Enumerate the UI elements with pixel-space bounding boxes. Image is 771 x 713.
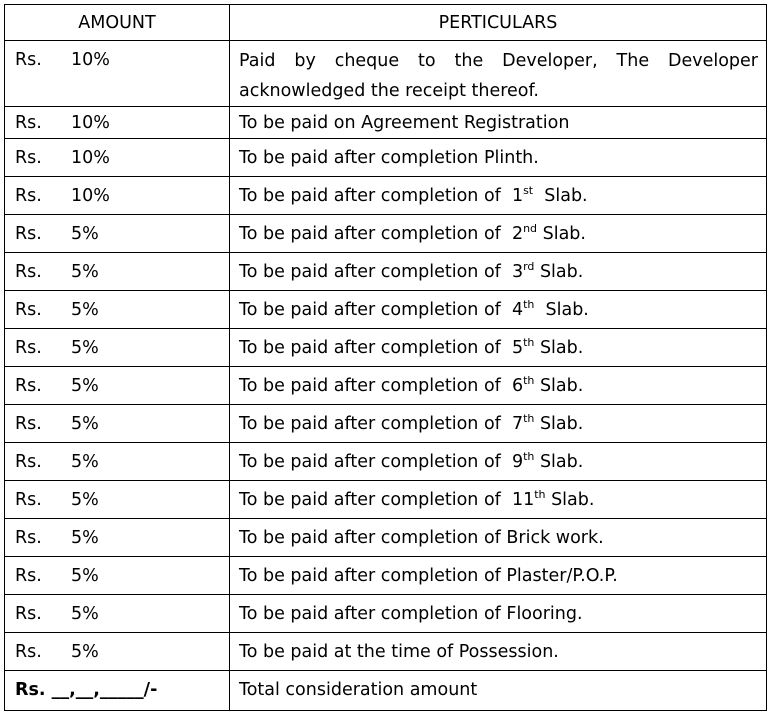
particulars-cell — [230, 443, 767, 481]
particulars-cell — [230, 367, 767, 405]
percent-value: 10% — [71, 50, 110, 70]
ordinal-suffix: rd — [523, 260, 535, 273]
currency-label: Rs. — [15, 414, 42, 434]
header-row — [5, 5, 767, 41]
table-row — [5, 107, 767, 139]
currency-label: Rs. — [15, 452, 42, 472]
amount-value — [5, 519, 229, 553]
ordinal-suffix: th — [523, 298, 535, 311]
currency-label: Rs. — [15, 50, 42, 70]
table-row — [5, 367, 767, 405]
total-amount: Rs. __,__,_____/- — [15, 680, 158, 700]
table-row — [5, 215, 767, 253]
particulars-cell — [230, 633, 767, 671]
currency-label: Rs. — [15, 528, 42, 548]
amount-value — [5, 367, 229, 401]
particulars-text — [230, 329, 766, 363]
particulars-cell — [230, 519, 767, 557]
particulars-text-main: To be paid after completion of 11 — [239, 490, 535, 510]
percent-value: 10% — [71, 148, 110, 168]
amount-cell — [5, 215, 230, 253]
percent-value: 5% — [71, 490, 99, 510]
table-row — [5, 481, 767, 519]
table-row — [5, 557, 767, 595]
currency-label: Rs. — [15, 642, 42, 662]
amount-value — [5, 633, 229, 667]
percent-value: 5% — [71, 642, 99, 662]
amount-value — [5, 329, 229, 363]
percent-value: 5% — [71, 414, 99, 434]
currency-label: Rs. — [15, 604, 42, 624]
particulars-text: To be paid after completion of Plaster/P.O.P. — [239, 566, 618, 586]
amount-cell — [5, 443, 230, 481]
ordinal-suffix: th — [523, 450, 535, 463]
particulars-cell — [230, 557, 767, 595]
particulars-text-end: Slab. — [545, 490, 595, 510]
particulars-text-main: To be paid after completion of 3 — [239, 262, 524, 282]
amount-cell — [5, 291, 230, 329]
particulars-cell — [230, 139, 767, 177]
currency-label: Rs. — [15, 566, 42, 586]
percent-value: 5% — [71, 566, 99, 586]
particulars-text-main: To be paid after completion of 2 — [239, 224, 524, 244]
particulars-text — [230, 443, 766, 477]
amount-value — [5, 557, 229, 591]
percent-value: 5% — [71, 376, 99, 396]
particulars-text-end: Slab. — [533, 186, 588, 206]
amount-value — [5, 595, 229, 629]
table-row — [5, 177, 767, 215]
particulars-text — [230, 405, 766, 439]
particulars-text — [230, 367, 766, 401]
percent-value: 5% — [71, 262, 99, 282]
amount-value — [5, 405, 229, 439]
ordinal-suffix: th — [523, 412, 535, 425]
particulars-text-main: To be paid after completion of 5 — [239, 338, 524, 358]
currency-label: Rs. — [15, 262, 42, 282]
particulars-text: To be paid on Agreement Registration — [239, 113, 570, 133]
amount-cell — [5, 633, 230, 671]
amount-cell — [5, 107, 230, 139]
particulars-text-main: To be paid after completion of 4 — [239, 300, 524, 320]
amount-value — [5, 443, 229, 477]
table-row — [5, 253, 767, 291]
particulars-text: Paid by cheque to the Developer, The Developer acknowledged the receipt thereof. — [239, 51, 758, 101]
particulars-text-main: To be paid after completion of 9 — [239, 452, 524, 472]
particulars-text-main: To be paid after completion of 6 — [239, 376, 524, 396]
particulars-cell — [230, 107, 767, 139]
currency-label: Rs. — [15, 376, 42, 396]
particulars-cell — [230, 41, 767, 107]
percent-value: 10% — [71, 186, 110, 206]
particulars-text: To be paid after completion of Flooring. — [239, 604, 583, 624]
amount-cell — [5, 329, 230, 367]
table-row — [5, 633, 767, 671]
total-amount-cell — [5, 671, 230, 711]
amount-cell — [5, 41, 230, 107]
particulars-cell — [230, 253, 767, 291]
particulars-header: PERTICULARS — [230, 5, 767, 41]
particulars-text-end: Slab. — [534, 262, 584, 282]
table-row — [5, 405, 767, 443]
amount-value — [5, 177, 229, 211]
percent-value: 5% — [71, 338, 99, 358]
particulars-text-end: Slab. — [534, 300, 589, 320]
particulars-text — [230, 253, 766, 287]
amount-cell — [5, 139, 230, 177]
particulars-text-end: Slab. — [534, 338, 584, 358]
amount-value — [5, 481, 229, 515]
particulars-text-main: To be paid after completion of 1 — [239, 186, 524, 206]
amount-header: AMOUNT — [5, 5, 230, 41]
table-row — [5, 595, 767, 633]
ordinal-suffix: th — [534, 488, 546, 501]
total-text-cell — [230, 671, 767, 711]
particulars-cell — [230, 481, 767, 519]
particulars-cell — [230, 595, 767, 633]
amount-value — [5, 253, 229, 287]
particulars-cell — [230, 291, 767, 329]
table-row — [5, 519, 767, 557]
currency-label: Rs. — [15, 338, 42, 358]
particulars-text — [230, 481, 766, 515]
particulars-cell — [230, 329, 767, 367]
particulars-text: To be paid after completion of Brick work. — [239, 528, 604, 548]
amount-value — [5, 291, 229, 325]
particulars-cell — [230, 177, 767, 215]
particulars-cell — [230, 215, 767, 253]
amount-value — [5, 41, 229, 75]
table-row — [5, 291, 767, 329]
table-row — [5, 329, 767, 367]
amount-cell — [5, 177, 230, 215]
percent-value: 10% — [71, 113, 110, 133]
ordinal-suffix: th — [523, 336, 535, 349]
total-row — [5, 671, 767, 711]
particulars-text: To be paid at the time of Possession. — [239, 642, 559, 662]
particulars-text — [230, 215, 766, 249]
particulars-text-end: Slab. — [534, 376, 584, 396]
ordinal-suffix: nd — [523, 222, 538, 235]
amount-value — [5, 107, 229, 138]
payment-schedule-table — [4, 4, 767, 711]
currency-label: Rs. — [15, 490, 42, 510]
particulars-text-main: To be paid after completion of 7 — [239, 414, 524, 434]
percent-value: 5% — [71, 300, 99, 320]
total-text: Total consideration amount — [239, 680, 478, 700]
amount-cell — [5, 557, 230, 595]
particulars-text — [230, 291, 766, 325]
particulars-text-end: Slab. — [534, 414, 584, 434]
amount-cell — [5, 367, 230, 405]
currency-label: Rs. — [15, 113, 42, 133]
currency-label: Rs. — [15, 300, 42, 320]
particulars-text — [230, 177, 766, 211]
percent-value: 5% — [71, 604, 99, 624]
amount-cell — [5, 405, 230, 443]
currency-label: Rs. — [15, 186, 42, 206]
currency-label: Rs. — [15, 148, 42, 168]
amount-value — [5, 215, 229, 249]
particulars-text-end: Slab. — [537, 224, 586, 244]
amount-cell — [5, 595, 230, 633]
particulars-text-end: Slab. — [534, 452, 584, 472]
ordinal-suffix: th — [523, 374, 535, 387]
percent-value: 5% — [71, 452, 99, 472]
table-row — [5, 443, 767, 481]
percent-value: 5% — [71, 224, 99, 244]
particulars-cell — [230, 405, 767, 443]
table-row — [5, 139, 767, 177]
currency-label: Rs. — [15, 224, 42, 244]
ordinal-suffix: st — [523, 184, 534, 197]
percent-value: 5% — [71, 528, 99, 548]
particulars-text: To be paid after completion Plinth. — [239, 148, 539, 168]
amount-value — [5, 139, 229, 173]
amount-cell — [5, 253, 230, 291]
table-row — [5, 41, 767, 107]
amount-cell — [5, 481, 230, 519]
amount-cell — [5, 519, 230, 557]
